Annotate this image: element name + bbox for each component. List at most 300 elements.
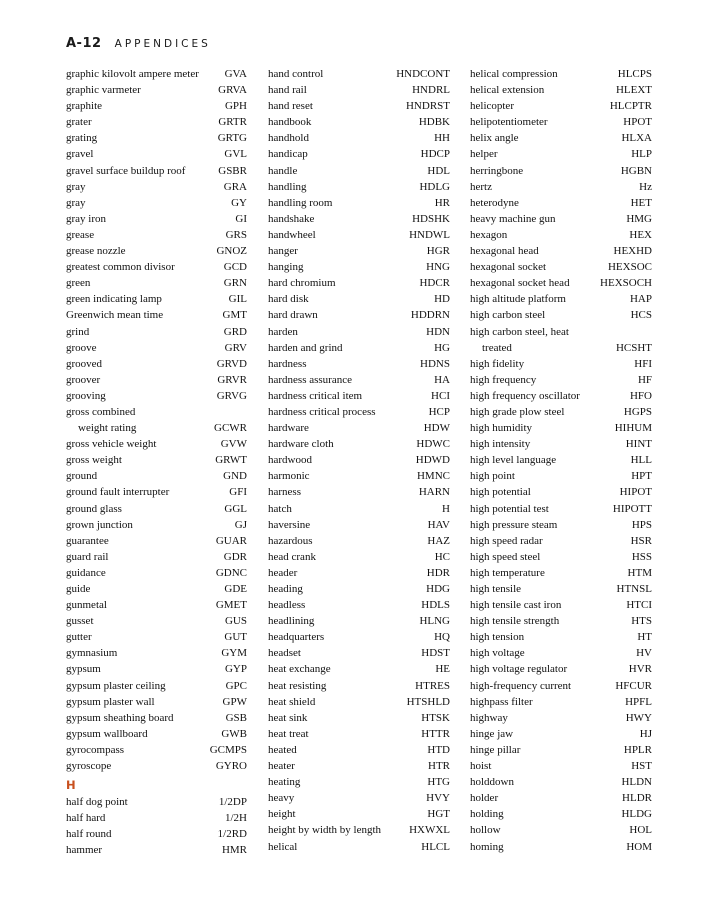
entry-abbreviation: HPFL xyxy=(625,695,652,708)
entry-term: high carbon steel xyxy=(470,309,546,322)
list-item xyxy=(66,436,247,452)
list-item xyxy=(268,82,450,98)
list-item xyxy=(268,179,450,195)
entry-term: high altitude platform xyxy=(470,293,566,306)
list-item xyxy=(268,839,450,855)
list-item xyxy=(66,661,247,677)
entry-term: high speed radar xyxy=(470,534,543,547)
list-item xyxy=(268,163,450,179)
entry-abbreviation: GRV xyxy=(224,341,247,354)
entry-term: holder xyxy=(470,792,499,805)
list-item xyxy=(66,468,247,484)
entry-abbreviation: HCP xyxy=(428,405,450,418)
list-item xyxy=(470,839,652,855)
entry-term: harden and grind xyxy=(268,341,343,354)
entry-abbreviation: HTTR xyxy=(421,727,450,740)
list-item xyxy=(66,388,247,404)
list-item xyxy=(66,726,247,742)
list-item xyxy=(268,259,450,275)
entry-abbreviation: HPLR xyxy=(623,743,652,756)
entry-term: heat sink xyxy=(268,711,308,724)
list-item xyxy=(470,742,652,758)
entry-term: grooved xyxy=(66,357,103,370)
column-3 xyxy=(470,66,652,855)
list-item xyxy=(268,484,450,500)
entry-abbreviation: GYP xyxy=(224,663,247,676)
entry-abbreviation: HAP xyxy=(629,293,652,306)
entry-term: half hard xyxy=(66,812,106,825)
entry-abbreviation: GVW xyxy=(220,438,247,451)
list-item xyxy=(66,581,247,597)
entry-term: helical compression xyxy=(470,68,558,80)
entry-abbreviation: GSBR xyxy=(218,164,247,177)
list-item xyxy=(470,243,652,259)
list-item xyxy=(470,146,652,162)
entry-term: helix angle xyxy=(470,132,519,145)
list-item xyxy=(66,742,247,758)
entry-term: hollow xyxy=(470,824,501,837)
list-item-continuation xyxy=(66,420,247,436)
list-item xyxy=(66,613,247,629)
entry-term: hexagonal socket head xyxy=(470,277,570,290)
list-item xyxy=(66,340,247,356)
list-item xyxy=(66,710,247,726)
entry-abbreviation: HDDRN xyxy=(410,309,450,322)
list-item xyxy=(66,533,247,549)
entry-term: green indicating lamp xyxy=(66,293,162,306)
entry-abbreviation: HDR xyxy=(426,566,450,579)
entry-term: heading xyxy=(268,583,303,595)
list-item xyxy=(268,436,450,452)
entry-term: green xyxy=(66,277,91,290)
list-item xyxy=(470,291,652,307)
list-item xyxy=(268,452,450,468)
entry-term: hand rail xyxy=(268,84,307,97)
entry-term-continuation: treated xyxy=(482,341,512,354)
entry-abbreviation: HFI xyxy=(634,357,652,370)
entry-abbreviation: GVL xyxy=(224,148,247,161)
entry-abbreviation: HOL xyxy=(629,824,652,837)
entry-term: heating xyxy=(268,776,301,789)
entry-abbreviation: HAZ xyxy=(427,534,450,547)
list-item xyxy=(66,826,247,842)
entry-term: handbook xyxy=(268,116,312,129)
list-item xyxy=(66,146,247,162)
entry-abbreviation: HFCUR xyxy=(615,679,652,692)
list-item xyxy=(268,243,450,259)
entry-abbreviation: HA xyxy=(434,373,450,386)
entry-term: gypsum sheathing board xyxy=(66,711,174,724)
entry-abbreviation: GYM xyxy=(221,647,247,660)
list-item xyxy=(66,645,247,661)
list-item xyxy=(66,404,247,420)
entry-term: gyrocompass xyxy=(66,743,125,756)
entry-abbreviation: HDWC xyxy=(416,438,450,451)
entry-abbreviation: HPOT xyxy=(623,116,652,129)
list-item xyxy=(66,810,247,826)
entry-abbreviation: GCD xyxy=(223,261,247,274)
entry-abbreviation: HVR xyxy=(628,663,652,676)
entry-term: Greenwich mean time xyxy=(66,309,164,322)
entry-abbreviation: HTNSL xyxy=(616,583,652,595)
entry-term: helical extension xyxy=(470,84,545,97)
entry-abbreviation: GRTR xyxy=(218,116,247,129)
entry-term: heat exchange xyxy=(268,663,331,676)
entry-abbreviation: Hz xyxy=(639,180,652,193)
entry-term: graphic kilovolt ampere meter xyxy=(66,68,199,80)
entry-term: hexagon xyxy=(470,228,508,241)
list-item xyxy=(470,581,652,597)
list-item xyxy=(470,211,652,227)
entry-abbreviation: HGR xyxy=(426,245,450,258)
section-title: APPENDICES xyxy=(114,38,211,50)
list-item xyxy=(268,774,450,790)
entry-term: half round xyxy=(66,828,112,841)
entry-abbreviation: GFI xyxy=(229,486,247,499)
list-item xyxy=(268,372,450,388)
list-item xyxy=(66,227,247,243)
list-item xyxy=(268,146,450,162)
list-item xyxy=(470,501,652,517)
entry-term: gray xyxy=(66,196,86,209)
list-item xyxy=(66,275,247,291)
list-item xyxy=(268,420,450,436)
entry-term: hanger xyxy=(268,245,298,258)
entry-term: high point xyxy=(470,470,515,483)
entry-abbreviation: GDE xyxy=(224,583,247,595)
entry-term: high intensity xyxy=(470,438,531,451)
entry-term: half dog point xyxy=(66,796,128,809)
list-item xyxy=(268,356,450,372)
entry-abbreviation: HTM xyxy=(627,566,652,579)
entry-abbreviation: GRVA xyxy=(218,84,247,97)
entry-abbreviation: HTG xyxy=(427,776,450,789)
list-item xyxy=(66,307,247,323)
entry-abbreviation: HNDWL xyxy=(409,228,450,241)
list-item xyxy=(66,549,247,565)
entry-term: harden xyxy=(268,325,298,338)
entry-term: high speed steel xyxy=(470,550,541,563)
entry-term: high carbon steel, heat xyxy=(470,325,569,338)
entry-abbreviation: HXWXL xyxy=(409,824,450,837)
list-item xyxy=(268,742,450,758)
entry-abbreviation: GYRO xyxy=(215,760,247,773)
entry-abbreviation: HLCL xyxy=(421,840,450,853)
list-item xyxy=(470,179,652,195)
entry-term: headless xyxy=(268,599,306,612)
entry-term: gunmetal xyxy=(66,599,107,612)
entry-term: hardness xyxy=(268,357,307,370)
entry-term: gypsum plaster wall xyxy=(66,695,155,708)
list-item xyxy=(268,533,450,549)
entry-abbreviation: HCI xyxy=(431,389,450,402)
list-item xyxy=(470,517,652,533)
entry-abbreviation: HEXSOC xyxy=(607,261,652,274)
entry-term: hinge jaw xyxy=(470,727,514,740)
entry-abbreviation: 1/2RD xyxy=(217,828,247,841)
entry-term: guard rail xyxy=(66,550,109,563)
entry-term: hexagonal head xyxy=(470,245,539,258)
entry-abbreviation: GMT xyxy=(222,309,247,322)
entry-term: handicap xyxy=(268,148,308,161)
entry-abbreviation: HE xyxy=(435,663,450,676)
entry-term: high grade plow steel xyxy=(470,405,565,418)
entry-term: gravel surface buildup roof xyxy=(66,164,186,177)
entry-abbreviation: HGBN xyxy=(620,164,652,177)
entry-term: high-frequency current xyxy=(470,679,572,692)
entry-term: handhold xyxy=(268,132,309,145)
entry-abbreviation: GUT xyxy=(224,631,247,644)
list-item xyxy=(268,66,450,82)
list-item xyxy=(470,774,652,790)
entry-abbreviation: HF xyxy=(637,373,652,386)
entry-abbreviation: HDLS xyxy=(421,599,450,612)
list-item xyxy=(268,388,450,404)
entry-abbreviation: GMET xyxy=(215,599,247,612)
entry-term: handshake xyxy=(268,212,315,225)
entry-term: gusset xyxy=(66,615,94,628)
entry-abbreviation: GSB xyxy=(225,711,247,724)
list-item xyxy=(268,678,450,694)
entry-abbreviation: HET xyxy=(630,196,652,209)
entry-abbreviation: HDWD xyxy=(415,454,450,467)
entry-abbreviation: GRTG xyxy=(217,132,247,145)
entry-abbreviation: GNOZ xyxy=(216,245,247,258)
entry-term: gross weight xyxy=(66,454,122,467)
entry-term: heater xyxy=(268,760,295,773)
list-item xyxy=(268,98,450,114)
entry-abbreviation: HH xyxy=(434,132,450,145)
list-item xyxy=(470,758,652,774)
list-item xyxy=(268,645,450,661)
entry-abbreviation: GI xyxy=(235,212,247,225)
entry-abbreviation: HLL xyxy=(630,454,652,467)
list-item xyxy=(268,549,450,565)
entry-abbreviation: HTR xyxy=(428,760,450,773)
list-item xyxy=(470,114,652,130)
list-item xyxy=(268,517,450,533)
entry-term: hammer xyxy=(66,844,103,857)
entry-term: head crank xyxy=(268,550,316,563)
entry-term: greatest common divisor xyxy=(66,261,175,274)
entry-abbreviation: GCMPS xyxy=(209,743,247,756)
list-item xyxy=(268,726,450,742)
entry-abbreviation: HLNG xyxy=(419,615,450,628)
list-item xyxy=(66,794,247,810)
entry-term: high tensile cast iron xyxy=(470,599,562,612)
entry-abbreviation: HLXA xyxy=(621,132,652,145)
list-item xyxy=(470,549,652,565)
entry-abbreviation: HLDG xyxy=(621,808,652,821)
list-item xyxy=(268,114,450,130)
entry-term: header xyxy=(268,566,298,579)
entry-abbreviation: HNDRST xyxy=(405,100,450,113)
entry-abbreviation: HWY xyxy=(625,711,652,724)
entry-term: high frequency xyxy=(470,373,537,386)
entry-abbreviation: HDCR xyxy=(419,277,450,290)
list-item xyxy=(66,694,247,710)
entry-term: guarantee xyxy=(66,534,109,547)
entry-abbreviation: HDSHK xyxy=(412,212,450,225)
entry-term: hardwood xyxy=(268,454,312,467)
list-item xyxy=(66,372,247,388)
entry-abbreviation: HDG xyxy=(426,583,450,595)
entry-abbreviation: HLEXT xyxy=(615,84,652,97)
entry-term: ground xyxy=(66,470,98,483)
list-item xyxy=(268,565,450,581)
entry-abbreviation: HDCP xyxy=(420,148,450,161)
list-item xyxy=(66,179,247,195)
entry-abbreviation: HDW xyxy=(423,422,450,435)
entry-abbreviation: 1/2H xyxy=(225,812,247,825)
list-item xyxy=(66,758,247,774)
list-item xyxy=(268,195,450,211)
list-item xyxy=(66,678,247,694)
entry-abbreviation: HGT xyxy=(427,808,450,821)
entry-abbreviation: GY xyxy=(231,196,247,209)
entry-abbreviation: HSR xyxy=(630,534,652,547)
entry-term: hertz xyxy=(470,180,492,193)
list-item xyxy=(268,629,450,645)
entry-abbreviation: HT xyxy=(637,631,652,644)
entry-term: gray xyxy=(66,180,86,193)
list-item xyxy=(66,243,247,259)
list-item xyxy=(66,195,247,211)
entry-term: heat resisting xyxy=(268,679,327,692)
list-item xyxy=(268,404,450,420)
entry-term: heat treat xyxy=(268,727,309,740)
entry-abbreviation: HLDN xyxy=(621,776,652,789)
entry-abbreviation: HFO xyxy=(629,389,652,402)
entry-term: grating xyxy=(66,132,98,145)
entry-abbreviation: HNDCONT xyxy=(396,68,450,80)
list-item xyxy=(470,130,652,146)
entry-abbreviation: GRWT xyxy=(215,454,247,467)
entry-term: hardness critical item xyxy=(268,389,363,402)
entry-abbreviation: 1/2DP xyxy=(218,796,247,809)
entry-abbreviation: GRD xyxy=(223,325,247,338)
entry-term: ground fault interrupter xyxy=(66,486,170,499)
list-item xyxy=(66,501,247,517)
entry-abbreviation: HEXSOCH xyxy=(600,277,652,290)
entry-abbreviation: GND xyxy=(223,470,247,483)
entry-term: gutter xyxy=(66,631,92,644)
entry-term: gross combined xyxy=(66,405,136,418)
list-item xyxy=(470,694,652,710)
list-item xyxy=(268,340,450,356)
entry-abbreviation: GRS xyxy=(225,228,247,241)
list-item xyxy=(470,420,652,436)
entry-abbreviation: HGPS xyxy=(623,405,652,418)
entry-abbreviation: GUAR xyxy=(215,534,247,547)
entry-abbreviation: GPH xyxy=(224,100,247,113)
list-item xyxy=(470,710,652,726)
entry-term: handwheel xyxy=(268,228,316,241)
entry-abbreviation: GRA xyxy=(223,180,247,193)
entry-abbreviation: HTCI xyxy=(626,599,652,612)
list-item xyxy=(470,82,652,98)
entry-abbreviation: HNDRL xyxy=(412,84,450,97)
list-item xyxy=(66,629,247,645)
list-item xyxy=(470,66,652,82)
entry-abbreviation: HTRES xyxy=(415,679,450,692)
entry-abbreviation: HMG xyxy=(626,212,652,225)
entry-term: hatch xyxy=(268,502,292,515)
list-item xyxy=(66,98,247,114)
list-item xyxy=(268,468,450,484)
entry-term: holddown xyxy=(470,776,514,789)
list-item xyxy=(470,629,652,645)
entry-term: gypsum xyxy=(66,663,101,676)
entry-term: grease nozzle xyxy=(66,245,126,258)
entry-abbreviation: HST xyxy=(631,760,652,773)
list-item xyxy=(268,130,450,146)
entry-abbreviation: HCS xyxy=(630,309,652,322)
list-item xyxy=(470,484,652,500)
entry-term: high humidity xyxy=(470,422,533,435)
entry-term: groove xyxy=(66,341,97,354)
entry-abbreviation: HG xyxy=(434,341,450,354)
list-item xyxy=(268,790,450,806)
entry-term: gravel xyxy=(66,148,94,161)
list-item xyxy=(268,613,450,629)
entry-abbreviation: HTS xyxy=(631,615,652,628)
entry-abbreviation: HLDR xyxy=(622,792,652,805)
entry-abbreviation: HC xyxy=(434,550,450,563)
entry-abbreviation: HINT xyxy=(625,438,652,451)
entry-term: heavy machine gun xyxy=(470,212,556,225)
entry-term: helipotentiometer xyxy=(470,116,548,129)
entry-term: gray iron xyxy=(66,212,107,225)
entry-term: helper xyxy=(470,148,498,161)
list-item xyxy=(470,307,652,323)
entry-term: hand reset xyxy=(268,100,313,113)
list-item xyxy=(66,452,247,468)
list-item xyxy=(66,66,247,82)
entry-abbreviation: GWB xyxy=(221,727,247,740)
entry-term: heat shield xyxy=(268,695,316,708)
entry-abbreviation: GPC xyxy=(225,679,247,692)
entry-term-continuation: weight rating xyxy=(78,422,137,435)
entry-abbreviation: GUS xyxy=(224,615,247,628)
entry-term: holding xyxy=(470,808,504,821)
list-item xyxy=(268,581,450,597)
entry-term: heterodyne xyxy=(470,196,519,209)
list-item xyxy=(66,324,247,340)
list-item xyxy=(470,468,652,484)
entry-term: harness xyxy=(268,486,301,499)
list-item xyxy=(470,195,652,211)
entry-term: grown junction xyxy=(66,518,133,531)
entry-term: high tension xyxy=(470,631,525,644)
entry-abbreviation: H xyxy=(442,502,450,515)
entry-term: high tensile strength xyxy=(470,615,560,628)
list-item xyxy=(268,597,450,613)
list-item xyxy=(470,678,652,694)
entry-abbreviation: GCWR xyxy=(214,422,247,435)
entry-term: gymnasium xyxy=(66,647,118,660)
entry-abbreviation: HIPOT xyxy=(619,486,652,499)
entry-term: hardware cloth xyxy=(268,438,334,451)
list-item xyxy=(268,291,450,307)
entry-abbreviation: HIPOTT xyxy=(612,502,652,515)
list-item xyxy=(470,806,652,822)
entry-term: high frequency oscillator xyxy=(470,389,580,402)
entry-term: high potential xyxy=(470,486,531,499)
list-item xyxy=(470,356,652,372)
entry-abbreviation: GRVG xyxy=(216,389,247,402)
entry-abbreviation: GRVR xyxy=(217,373,247,386)
